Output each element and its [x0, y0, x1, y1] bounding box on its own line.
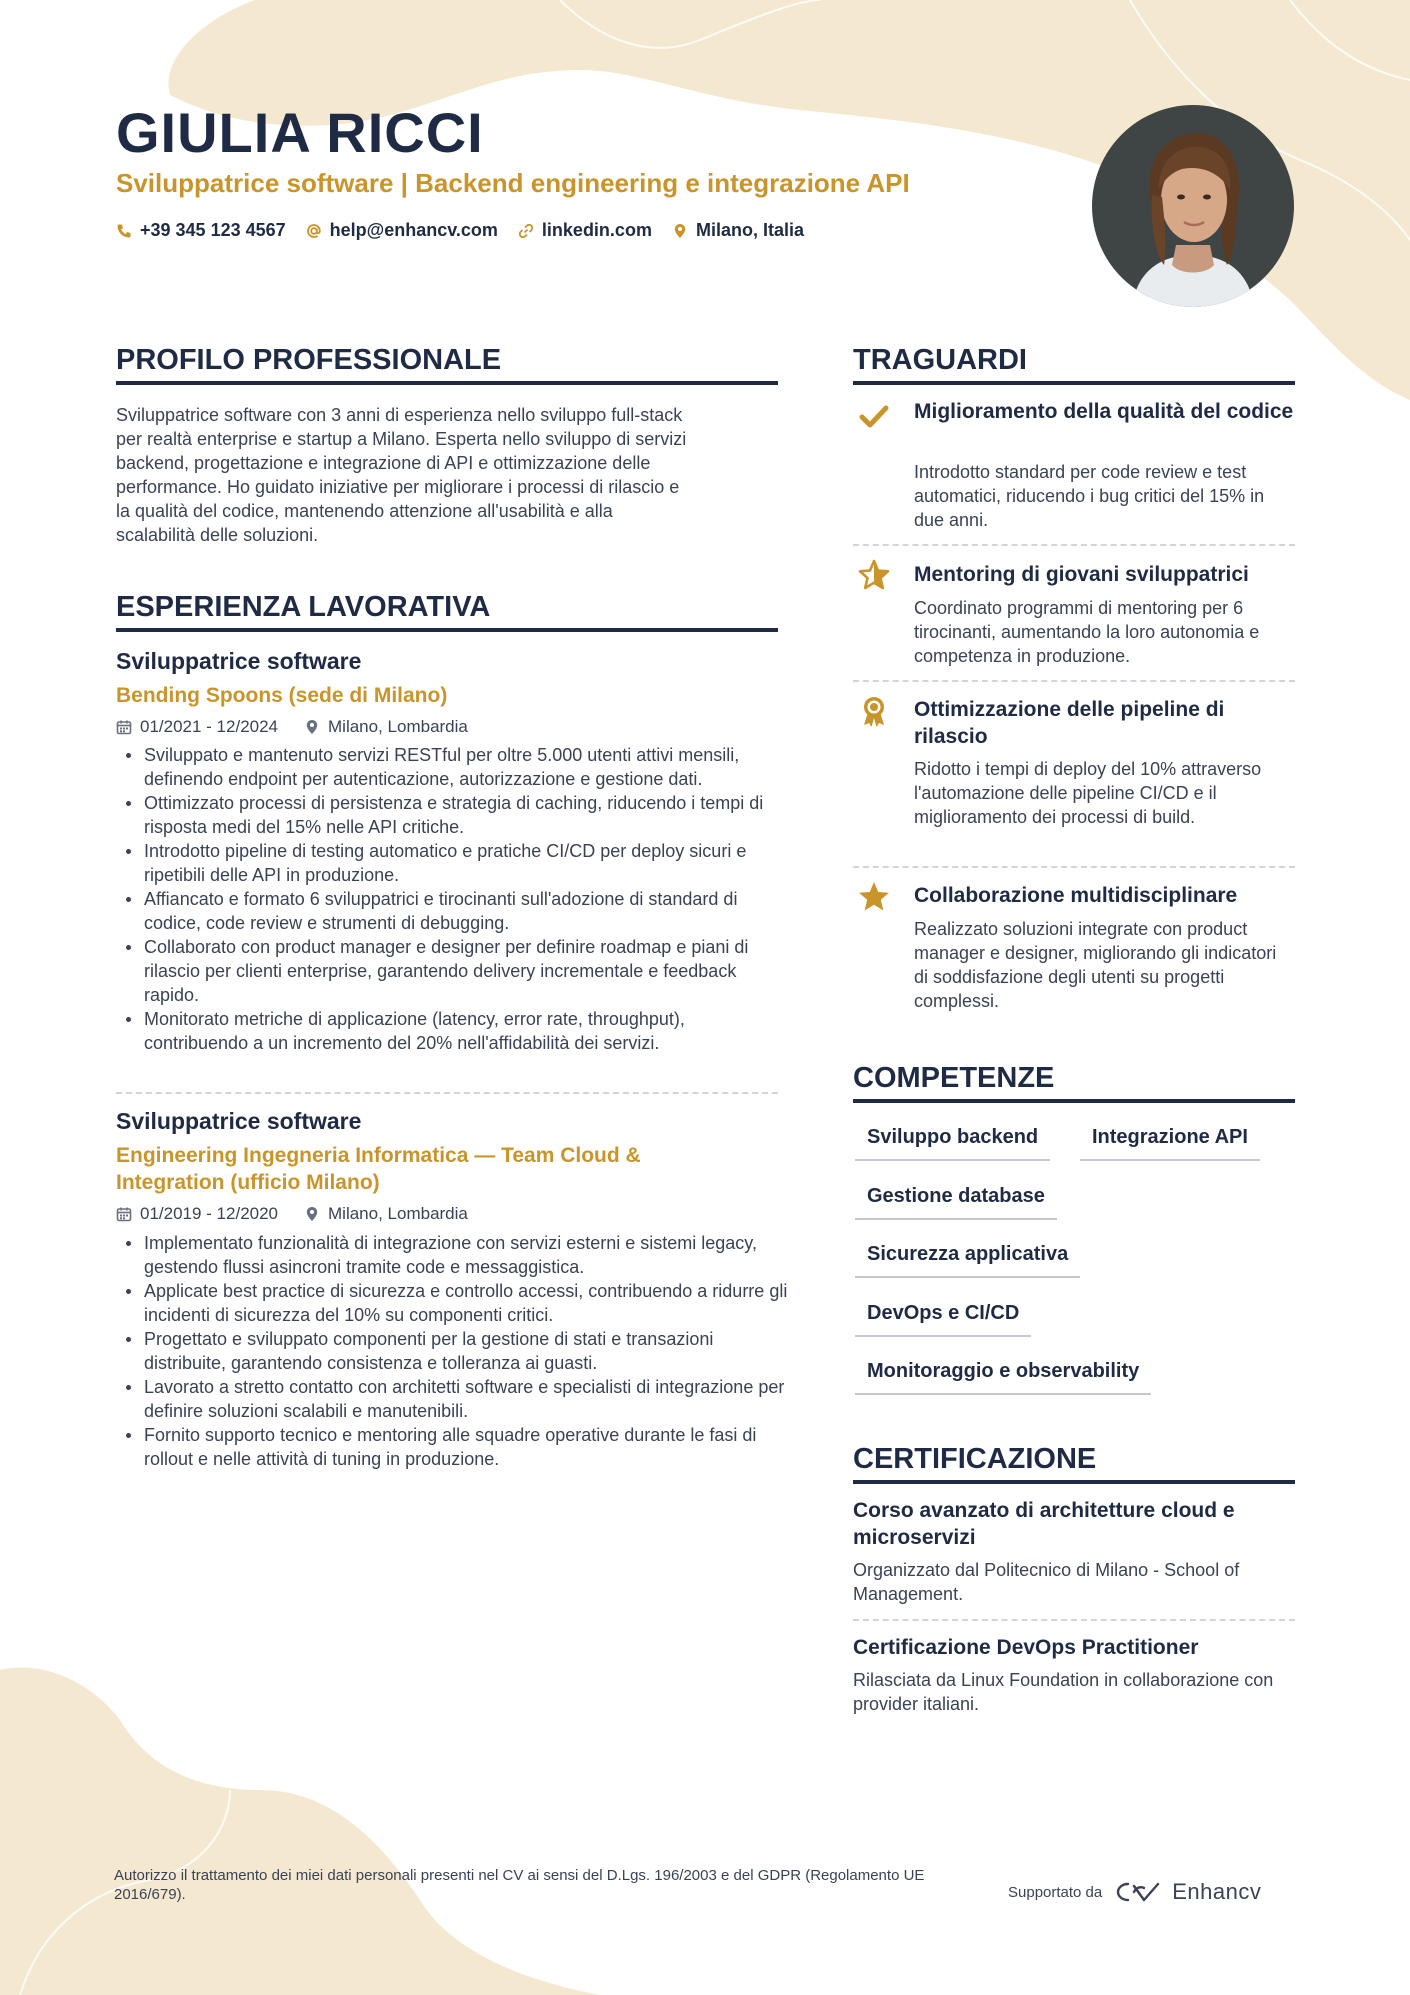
divider: [853, 544, 1295, 546]
skill-tag: Sviluppo backend: [855, 1126, 1050, 1161]
enhancv-logo-icon: [1114, 1880, 1160, 1904]
job-meta: [116, 1204, 468, 1224]
gdpr-consent: Autorizzo il trattamento dei miei dati personali presenti nel CV ai sensi del D.Lgs. 196/2003 e del GDPR (Regolamento UE 2016/679).: [114, 1867, 925, 1903]
divider: [853, 1619, 1295, 1621]
profile-line: per realtà enterprise e startup a Milano. Esperta nello sviluppo di servizi: [116, 429, 687, 449]
section-title-experience: ESPERIENZA LAVORATIVA: [116, 591, 778, 632]
location-pin-icon: [304, 1206, 320, 1222]
profile-line: Sviluppatrice software con 3 anni di esperienza nello sviluppo full-stack: [116, 405, 683, 425]
job-bullets: [116, 743, 788, 1055]
profile-summary: [116, 403, 786, 547]
profile-photo: [1092, 105, 1294, 307]
contact-location: [672, 220, 804, 241]
achievement-desc: Realizzato soluzioni integrate con product manager e designer, migliorando gli indicatori di soddisfazione degli utenti su progetti complessi.: [914, 919, 1277, 1011]
list-item: Applicate best practice di sicurezza e controllo accessi, contribuendo a ridurre gli incidenti di sicurezza del 10% su componenti critici.: [116, 1279, 788, 1327]
certification-title: Certificazione DevOps Practitioner: [853, 1636, 1199, 1659]
job-dates: [116, 1204, 278, 1224]
contact-phone[interactable]: [116, 220, 286, 241]
skill-tag: DevOps e CI/CD: [855, 1302, 1031, 1337]
linkedin-value: linkedin.com: [541, 220, 652, 240]
location-value: Milano, Italia: [695, 220, 804, 240]
job-dates-value: 01/2021 - 12/2024: [140, 717, 279, 736]
list-item: Ottimizzato processi di persistenza e strategia di caching, riducendo i tempi di risposta medi del 15% nelle API critiche.: [116, 791, 788, 839]
achievement-title: Collaborazione multidisciplinare: [914, 884, 1238, 907]
job-role: Sviluppatrice software: [116, 1108, 362, 1134]
phone-value: +39 345 123 4567: [140, 220, 286, 240]
calendar-icon: [116, 1206, 132, 1222]
achievement-title: Miglioramento della qualità del codice: [914, 400, 1294, 423]
achievement-desc: Ridotto i tempi di deploy del 10% attraverso l'automazione delle pipeline CI/CD e il miglioramento dei processi di build.: [914, 759, 1262, 827]
list-item: Introdotto pipeline di testing automatico e pratiche CI/CD per deploy sicuri e ripetibili delle API in produzione.: [116, 839, 788, 887]
list-item: Affiancato e formato 6 sviluppatrici e tirocinanti sull'adozione di standard di codice, code review e strumenti di debugging.: [116, 887, 788, 935]
job-company: Engineering Ingegneria Informatica — Team Cloud & Integration (ufficio Milano): [116, 1144, 641, 1194]
profile-line: backend, progettazione e integrazione di API e ottimizzazione delle: [116, 453, 651, 473]
certification-desc: Rilasciata da Linux Foundation in collaborazione con provider italiani.: [853, 1670, 1274, 1714]
achievement-desc: Introdotto standard per code review e test automatici, riducendo i bug critici del 15% in due anni.: [914, 462, 1265, 530]
location-pin-icon: [304, 719, 320, 735]
powered-by-label: Supportato da: [1008, 1883, 1103, 1901]
contact-bar: [116, 220, 804, 241]
list-item: Monitorato metriche di applicazione (latency, error rate, throughput), contribuendo a un incremento del 20% nell'affidabilità dei servizi.: [116, 1007, 788, 1055]
job-company: Bending Spoons (sede di Milano): [116, 684, 448, 707]
list-item: Lavorato a stretto contatto con architetti software e specialisti di integrazione per definire soluzioni scalabili e manutenibili.: [116, 1375, 788, 1423]
job-role: Sviluppatrice software: [116, 648, 362, 674]
certification-title: Corso avanzato di architetture cloud e microservizi: [853, 1499, 1235, 1549]
achievement-title: Mentoring di giovani sviluppatrici: [914, 563, 1249, 586]
job-location: [304, 717, 468, 737]
powered-by[interactable]: [1008, 1879, 1261, 1905]
phone-icon: [116, 223, 132, 239]
achievement-title: Ottimizzazione delle pipeline di rilascio: [914, 698, 1225, 748]
profile-line: performance. Ho guidato iniziative per migliorare i processi di rilascio e: [116, 477, 680, 497]
section-title-certifications: CERTIFICAZIONE: [853, 1443, 1295, 1484]
location-pin-icon: [672, 223, 688, 239]
job-meta: [116, 717, 468, 737]
certification-desc: Organizzato dal Politecnico di Milano - School of Management.: [853, 1560, 1240, 1604]
job-dates: [116, 717, 278, 737]
contact-email[interactable]: [306, 220, 498, 241]
enhancv-brand: Enhancv: [1172, 1879, 1262, 1904]
divider: [853, 680, 1295, 682]
job-bullets: [116, 1231, 788, 1471]
job-location: [304, 1204, 468, 1224]
skill-tag: Integrazione API: [1080, 1126, 1260, 1161]
list-item: Progettato e sviluppato componenti per la gestione di stati e transazioni distribuite, garantendo consistenza e tolleranza ai guasti.: [116, 1327, 788, 1375]
candidate-headline: Sviluppatrice software | Backend engineering e integrazione API: [116, 168, 910, 198]
award-icon: [857, 694, 891, 728]
check-icon: [857, 400, 891, 434]
skill-tag: Monitoraggio e observability: [855, 1360, 1151, 1395]
section-title-achievements: TRAGUARDI: [853, 344, 1295, 385]
candidate-name: GIULIA RICCI: [116, 101, 484, 164]
list-item: Implementato funzionalità di integrazione con servizi esterni e sistemi legacy, gestendo flussi asincroni tramite code e messaggistica.: [116, 1231, 788, 1279]
email-value: help@enhancv.com: [329, 220, 498, 240]
divider: [853, 866, 1295, 868]
list-item: Sviluppato e mantenuto servizi RESTful per oltre 5.000 utenti attivi mensili, definendo endpoint per autenticazione, autorizzazione e gestione dati.: [116, 743, 788, 791]
list-item: Collaborato con product manager e designer per definire roadmap e piani di rilascio per clienti enterprise, garantendo delivery incrementale e feedback rapido.: [116, 935, 788, 1007]
star-icon: [857, 880, 891, 914]
star-outline-icon: [857, 558, 891, 592]
profile-line: la qualità del codice, mantenendo attenzione all'usabilità e alla: [116, 501, 613, 521]
skill-tag: Gestione database: [855, 1185, 1057, 1220]
profile-line: scalabilità delle soluzioni.: [116, 525, 319, 545]
list-item: Fornito supporto tecnico e mentoring alle squadre operative durante le fasi di rollout e nelle attività di tuning in produzione.: [116, 1423, 788, 1471]
job-location-value: Milano, Lombardia: [328, 717, 468, 736]
achievement-desc: Coordinato programmi di mentoring per 6 tirocinanti, aumentando la loro autonomia e competenza in produzione.: [914, 598, 1260, 666]
divider: [116, 1092, 778, 1094]
calendar-icon: [116, 719, 132, 735]
section-title-skills: COMPETENZE: [853, 1062, 1295, 1103]
job-dates-value: 01/2019 - 12/2020: [140, 1204, 279, 1223]
skill-tag: Sicurezza applicativa: [855, 1243, 1080, 1278]
at-icon: [306, 223, 322, 239]
job-location-value: Milano, Lombardia: [328, 1204, 468, 1223]
link-icon: [518, 223, 534, 239]
section-title-profile: PROFILO PROFESSIONALE: [116, 344, 778, 385]
contact-linkedin[interactable]: [518, 220, 652, 241]
